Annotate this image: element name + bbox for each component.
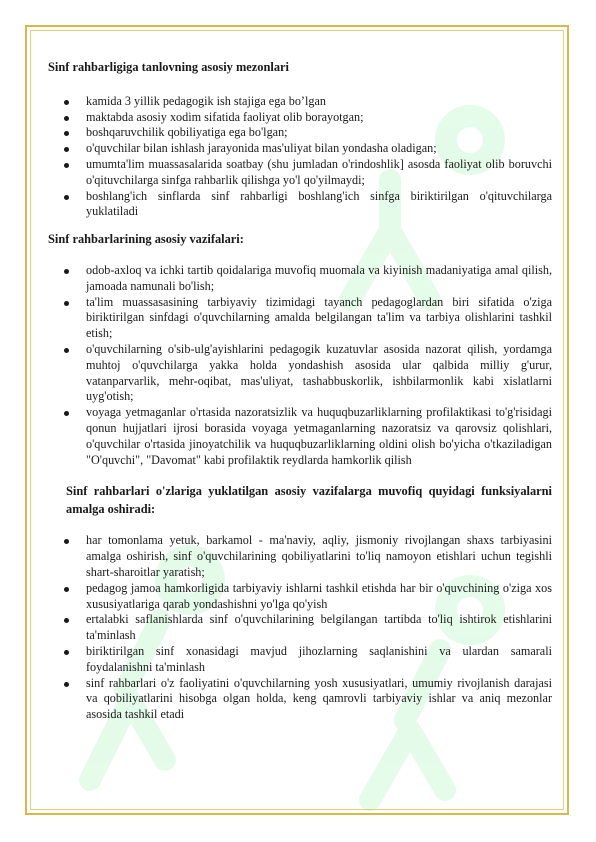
list-item: odob-axloq va ichki tartib qoidalariga muvofiq muomala va kiyinish madaniyatiga amal qilish, jamoada namunali bo'lish; (48, 263, 552, 295)
list-item: biriktirilgan sinf xonasidagi mavjud jihozlarning saqlanishini va ulardan samarali foydalanishni ta'minlash (48, 644, 552, 676)
functions-list (48, 533, 552, 723)
list-item: o'quvchilarning o'sib-ulg'ayishlarini pedagogik kuzatuvlar asosida nazorat qilish, yordamga muhtoj o'quvchilarga yakka holda yondashish asosida ular qalbida milliy g'urur, vatanparvarlik, mehr-oqibat, mas'uliyat, tashabbuskorlik, ishbilarmonlik kabi xislatlarni uyg'otish; (48, 342, 552, 405)
list-item: ta'lim muassasasining tarbiyaviy tizimidagi tayanch pedagoglardan biri sifatida o'ziga biriktirilgan sinfdagi o'quvchilarning amalda belgilangan ta'lim va tarbiya olishlarini tashkil etish; (48, 295, 552, 342)
section-title-duties: Sinf rahbarlarining asosiy vazifalari: (48, 232, 244, 247)
criteria-list (48, 94, 552, 220)
list-item: kamida 3 yillik pedagogik ish stajiga ega bo’lgan (48, 94, 552, 110)
list-item: ertalabki saflanishlarda sinf o'quvchilarining belgilangan tartibda to'liq ishtirok etishlarini ta'minlash (48, 612, 552, 644)
list-item: voyaga yetmaganlar o'rtasida nazoratsizlik va huquqbuzarliklarning profilaktikasi to'g'risidagi qonun hujjatlari ijrosi borasida voyaga yetmaganlarning nazoratsiz va qarovsiz qolishlari, o'quvchilar o'rtasida jinoyatchilik va huquqbuzarliklarning oldini olish bo'yicha o'tkaziladigan "O'quvchi", "Davomat" kabi profilaktik reydlarda hamkorlik qilish (48, 405, 552, 468)
list-item: o'quvchilar bilan ishlash jarayonida mas'uliyat bilan yondasha oladigan; (48, 141, 552, 157)
duties-list (48, 263, 552, 468)
list-item: boshqaruvchilik qobiliyatiga ega bo'lgan; (48, 125, 552, 141)
list-item: sinf rahbarlari o'z faoliyatini o'quvchilarning yosh xususiyatlari, umumiy rivojlanish darajasi va qobiliyatlarini hisobga olgan holda, keng qamrovli tarbiyaviy ishlar va aniq mezonlar asosida tashkil etadi (48, 676, 552, 723)
list-item: umumta'lim muassasalarida soatbay (shu jumladan o'rindoshlik] asosda faoliyat olib boruvchi o'qituvchilarga sinfga rahbarlik qilishga yo'l qo'yilmaydi; (48, 157, 552, 189)
list-item: maktabda asosiy xodim sifatida faoliyat olib borayotgan; (48, 110, 552, 126)
list-item: pedagog jamoa hamkorligida tarbiyaviy ishlarni tashkil etishda har bir o'quvchining o'ziga xos xususiyatlariga qarab yondashishni yo'lga qo'yish (48, 581, 552, 613)
list-item: boshlang'ich sinflarda sinf rahbarligi boshlang'ich sinfga biriktirilgan o'qituvchilarga yuklatiladi (48, 189, 552, 221)
section-title-criteria: Sinf rahbarligiga tanlovning asosiy mezonlari (48, 60, 289, 74)
document-body (48, 60, 552, 723)
list-item: har tomonlama yetuk, barkamol - ma'naviy, aqliy, jismoniy rivojlangan shaxs tarbiyasini amalga oshirish, sinf o'quvchilarining qobiliyatlarini to'liq namoyon etishlari uchun tegishli shart-sharoitlar yaratish; (48, 533, 552, 580)
section-title-functions: Sinf rahbarlari o'zlariga yuklatilgan asosiy vazifalarga muvofiq quyidagi funksiyalarni amalga oshiradi: (66, 484, 552, 517)
